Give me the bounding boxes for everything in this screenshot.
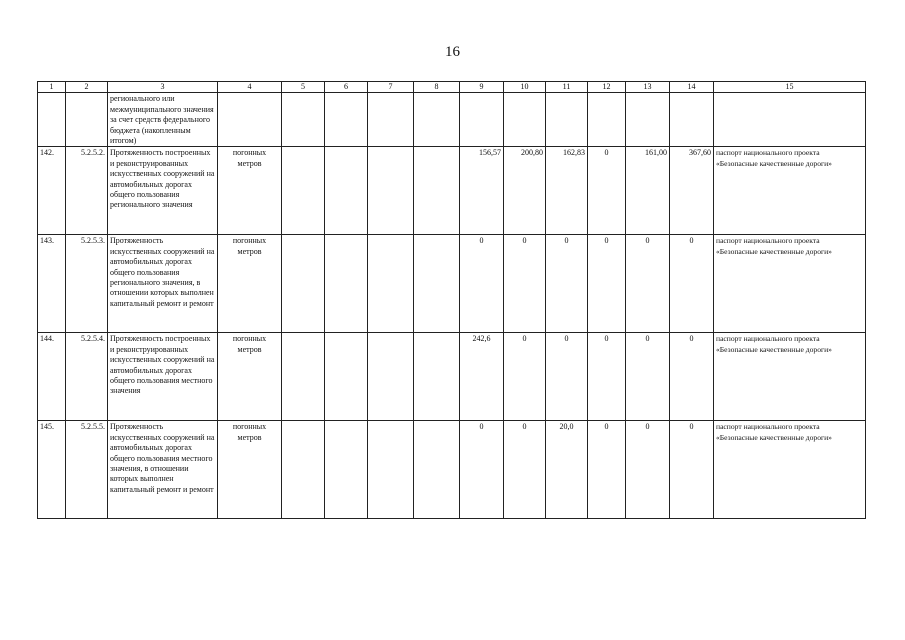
column-header: 10 — [504, 82, 546, 93]
value-6 — [325, 333, 368, 421]
value-10: 0 — [504, 421, 546, 519]
column-header: 9 — [460, 82, 504, 93]
value-14: 0 — [670, 333, 714, 421]
cell-empty — [414, 93, 460, 147]
column-header: 3 — [108, 82, 218, 93]
value-7 — [368, 333, 414, 421]
column-number-row — [38, 82, 866, 93]
value-9: 0 — [460, 235, 504, 333]
value-10: 0 — [504, 333, 546, 421]
value-6 — [325, 235, 368, 333]
value-11: 20,0 — [546, 421, 588, 519]
indicator-code: 5.2.5.3. — [66, 235, 108, 333]
page-number: 16 — [445, 44, 460, 60]
column-header: 2 — [66, 82, 108, 93]
value-13: 0 — [626, 235, 670, 333]
cell-empty — [38, 93, 66, 147]
unit: погонных метров — [218, 147, 282, 235]
value-12: 0 — [588, 333, 626, 421]
continuation-row — [38, 93, 866, 147]
value-8 — [414, 235, 460, 333]
value-5 — [282, 421, 325, 519]
column-header: 15 — [714, 82, 866, 93]
table-row — [38, 333, 866, 421]
value-11: 0 — [546, 333, 588, 421]
value-13: 0 — [626, 421, 670, 519]
indicator-name: Протяженность построенных и реконструированных искусственных сооружений на автомобильных дорогах общего пользования местного значения — [108, 333, 218, 421]
column-header: 7 — [368, 82, 414, 93]
value-6 — [325, 147, 368, 235]
indicator-code: 5.2.5.5. — [66, 421, 108, 519]
source: паспорт национального проекта «Безопасные качественные дороги» — [714, 333, 866, 421]
column-header: 1 — [38, 82, 66, 93]
indicators-table — [37, 81, 866, 519]
column-header: 12 — [588, 82, 626, 93]
indicator-name: Протяженность искусственных сооружений на автомобильных дорогах общего пользования регионального значения, в отношении которых выполнен капитальный ремонт и ремонт — [108, 235, 218, 333]
indicator-code: 5.2.5.2. — [66, 147, 108, 235]
value-8 — [414, 333, 460, 421]
source: паспорт национального проекта «Безопасные качественные дороги» — [714, 147, 866, 235]
cell-empty — [626, 93, 670, 147]
value-9: 0 — [460, 421, 504, 519]
source: паспорт национального проекта «Безопасные качественные дороги» — [714, 235, 866, 333]
column-header: 13 — [626, 82, 670, 93]
cell-empty — [460, 93, 504, 147]
value-14: 0 — [670, 421, 714, 519]
value-11: 162,83 — [546, 147, 588, 235]
row-number: 142. — [38, 147, 66, 235]
row-number: 144. — [38, 333, 66, 421]
value-8 — [414, 147, 460, 235]
value-10: 200,80 — [504, 147, 546, 235]
unit: погонных метров — [218, 333, 282, 421]
value-10: 0 — [504, 235, 546, 333]
value-7 — [368, 147, 414, 235]
row-number: 143. — [38, 235, 66, 333]
unit: погонных метров — [218, 235, 282, 333]
table-row — [38, 147, 866, 235]
row-number: 145. — [38, 421, 66, 519]
column-header: 14 — [670, 82, 714, 93]
cell-empty — [368, 93, 414, 147]
value-14: 367,60 — [670, 147, 714, 235]
cell-empty — [282, 93, 325, 147]
cell-empty — [66, 93, 108, 147]
cell-empty — [504, 93, 546, 147]
value-9: 242,6 — [460, 333, 504, 421]
value-7 — [368, 235, 414, 333]
table-row — [38, 235, 866, 333]
indicator-name: Протяженность построенных и реконструированных искусственных сооружений на автомобильных дорогах общего пользования регионального значения — [108, 147, 218, 235]
indicator-code: 5.2.5.4. — [66, 333, 108, 421]
unit: погонных метров — [218, 421, 282, 519]
value-12: 0 — [588, 235, 626, 333]
indicator-name: Протяженность искусственных сооружений на автомобильных дорогах общего пользования местного значения, в отношении которых выполнен капитальный ремонт и ремонт — [108, 421, 218, 519]
table-row — [38, 421, 866, 519]
cell-empty — [546, 93, 588, 147]
column-header: 5 — [282, 82, 325, 93]
column-header: 11 — [546, 82, 588, 93]
value-5 — [282, 235, 325, 333]
indicator-name: регионального или межмуниципального значения за счет средств федерального бюджета (накопленным итогом) — [108, 93, 218, 147]
column-header: 4 — [218, 82, 282, 93]
column-header: 6 — [325, 82, 368, 93]
value-5 — [282, 333, 325, 421]
cell-empty — [714, 93, 866, 147]
value-9: 156,57 — [460, 147, 504, 235]
value-7 — [368, 421, 414, 519]
value-6 — [325, 421, 368, 519]
value-13: 161,00 — [626, 147, 670, 235]
source: паспорт национального проекта «Безопасные качественные дороги» — [714, 421, 866, 519]
value-5 — [282, 147, 325, 235]
cell-empty — [588, 93, 626, 147]
cell-empty — [218, 93, 282, 147]
cell-empty — [670, 93, 714, 147]
value-12: 0 — [588, 147, 626, 235]
value-13: 0 — [626, 333, 670, 421]
value-11: 0 — [546, 235, 588, 333]
value-8 — [414, 421, 460, 519]
cell-empty — [325, 93, 368, 147]
value-12: 0 — [588, 421, 626, 519]
value-14: 0 — [670, 235, 714, 333]
column-header: 8 — [414, 82, 460, 93]
